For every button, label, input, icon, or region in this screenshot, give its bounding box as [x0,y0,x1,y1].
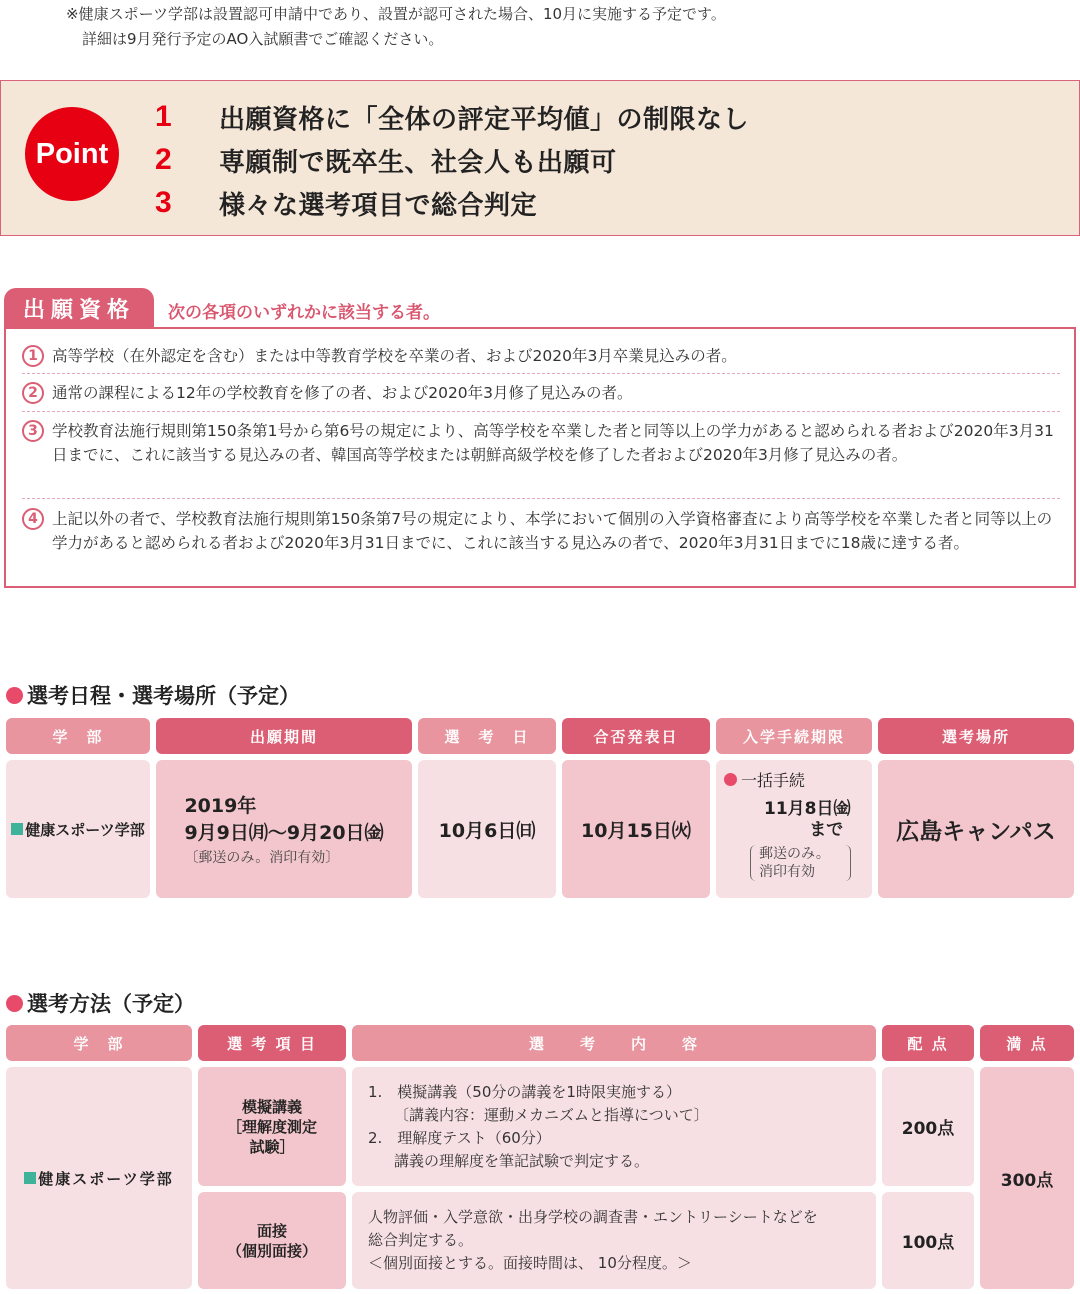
total-score: 300点 [1000,1170,1054,1191]
eligibility-item-1 [22,344,1060,368]
period-dates: 9月9日㈪～9月20日㈮ [184,822,384,844]
eligibility-item-2 [22,381,1060,405]
divider [22,373,1060,374]
selection-item-line: 面接 [256,1221,287,1240]
venue: 広島キャンパス [896,818,1056,845]
point-item-1 [151,97,749,137]
eligibility-text: 上記以外の者で、学校教育法施行規則第150条第7号の規定により、本学において個別の入学資格審査により高等学校を卒業した者と同等以上の学力があると認められる者および2020年3月31日までに、これに該当する見込みの者で、2020年3月31日までに18歳に達する者。 [52,510,1053,552]
procedure-deadline: 11月8日㈮ [764,799,851,819]
point-text: 専願制で既卒生、社会人も出願可 [219,147,617,178]
bullet-dot-icon [724,773,737,786]
procedure-note-line-1: 郵送のみ。 [759,846,830,862]
content-line: 1. 模擬講義（50分の講義を1時限実施する） [368,1082,681,1101]
eligibility-text: 学校教育法施行規則第150条第1号から第6号の規定により、高等学校を卒業した者と同等以上の学力があると認められる者および2020年3月31日までに、これに該当する見込みの者、韓国高等学校または朝鮮高級学校を修了した者および2020年3月修了見込みの者。 [52,422,1054,464]
procedure-title: 一括手続 [741,771,806,790]
selection-item-line: 試験］ [249,1137,295,1156]
period [184,791,383,867]
eligibility-item-3 [22,419,1060,467]
square-bullet-icon [11,823,23,835]
method-heading-text: 選考方法（予定） [27,992,195,1016]
point-number: 3 [155,186,172,219]
schedule-header-venue: 選考場所 [878,718,1074,754]
selection-item-line: （個別面接） [226,1241,317,1260]
content-line: 総合判定する。 [368,1231,474,1249]
schedule-dept-cell [6,760,150,898]
schedule-exam-cell [418,760,556,898]
schedule-header-procedure: 入学手続期限 [716,718,872,754]
note-line-1: ※健康スポーツ学部は設置認可申請中であり、設置が認可された場合、10月に実施する予定です。 [66,5,726,23]
schedule-heading [6,680,300,710]
selection-item [227,1097,317,1157]
point-box [0,80,1080,236]
department [11,819,144,840]
schedule-header-result: 合否発表日 [562,718,710,754]
divider [22,411,1060,412]
department [24,1168,173,1189]
notes [66,2,726,52]
exam-date: 10月6日㈰ [438,819,536,842]
score: 100点 [901,1233,955,1253]
eligibility-text: 高等学校（在外認定を含む）または中等教育学校を卒業の者、および2020年3月卒業見込みの者。 [52,347,737,365]
schedule-header-exam: 選 考 日 [418,718,556,754]
point-text: 様々な選考項目で総合判定 [219,190,538,221]
schedule-heading-text: 選考日程・選考場所（予定） [27,684,300,708]
point-number: 1 [155,100,172,133]
method-item-cell-1 [198,1067,346,1186]
selection-item [227,1221,317,1261]
bullet-dot-icon [6,995,23,1012]
method-content-cell-1 [352,1067,876,1186]
method-dept-cell [6,1067,192,1289]
period-note: 〔郵送のみ。消印有効〕 [184,850,340,866]
period-year: 2019年 [184,795,257,817]
schedule-header-period: 出願期間 [156,718,412,754]
content-line: 人物評価・入学意欲・出身学校の調査書・エントリーシートなどを [368,1208,818,1226]
point-number: 2 [155,143,172,176]
circled-number: 4 [22,508,44,530]
method-header-total: 満 点 [980,1025,1074,1061]
procedure-made: まで [809,820,844,840]
result-date: 10月15日㈫ [581,819,691,842]
divider [22,498,1060,499]
method-header-item: 選 考 項 目 [198,1025,346,1061]
method-item-cell-2 [198,1192,346,1289]
circled-number: 3 [22,420,44,442]
method-header-content: 選 考 内 容 [352,1025,876,1061]
selection-content [368,1081,709,1173]
point-badge: Point [25,107,119,201]
method-score-cell-1 [882,1067,974,1186]
schedule-header-dept: 学 部 [6,718,150,754]
method-total-cell [980,1067,1074,1289]
procedure-note [750,845,851,881]
point-text: 出願資格に「全体の評定平均値」の制限なし [219,104,750,135]
method-score-cell-2 [882,1192,974,1289]
content-line: 2. 理解度テスト（60分） [368,1128,551,1147]
eligibility-box [4,327,1076,588]
eligibility-text: 通常の課程による12年の学校教育を修了の者、および2020年3月修了見込みの者。 [52,384,633,402]
procedure-note-line-2: 消印有効 [759,864,815,880]
circled-number: 1 [22,345,44,367]
selection-item-line: 模擬講義 [241,1097,302,1116]
point-item-2 [151,140,617,180]
procedure-title-row [724,768,851,791]
eligibility-item-4 [22,507,1060,555]
content-line: ＜個別面接とする。面接時間は、 10分程度。＞ [368,1254,692,1272]
point-item-3 [151,183,537,223]
method-content-cell-2 [352,1192,876,1289]
department-label: 健康スポーツ学部 [38,1169,174,1188]
content-line: 講義の理解度を筆記試験で判定する。 [394,1151,650,1170]
method-heading [6,988,195,1018]
square-bullet-icon [24,1172,36,1184]
schedule-procedure-cell [716,760,872,898]
method-header-score: 配 点 [882,1025,974,1061]
selection-item-line: ［理解度測定 [226,1117,317,1136]
schedule-period-cell [156,760,412,898]
eligibility-subtitle: 次の各項のいずれかに該当する者。 [168,303,440,323]
bullet-dot-icon [6,687,23,704]
method-header-dept: 学 部 [6,1025,192,1061]
score: 200点 [901,1119,955,1139]
note-line-2: 詳細は9月発行予定のAO入試願書でご確認ください。 [82,30,444,48]
circled-number: 2 [22,382,44,404]
eligibility-tab: 出願資格 [4,288,154,328]
selection-content [368,1206,818,1275]
schedule-result-cell [562,760,710,898]
department-label: 健康スポーツ学部 [25,820,145,839]
content-line: 〔講義内容：運動メカニズムと指導について〕 [394,1105,709,1124]
schedule-venue-cell [878,760,1074,898]
procedure [724,768,851,881]
